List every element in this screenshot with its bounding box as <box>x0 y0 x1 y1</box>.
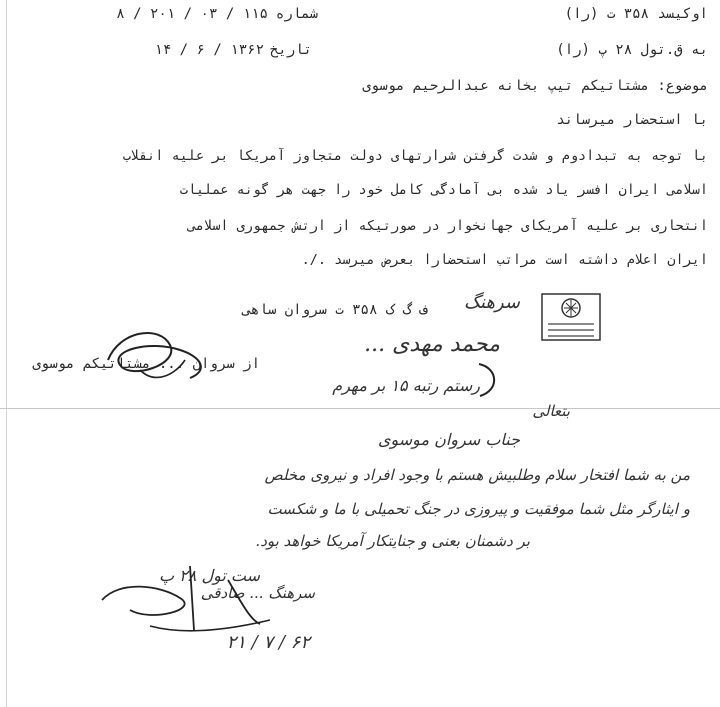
number-value: ۱۱۵ / ۰۳ / ۲۰۱ / ۸ <box>116 6 268 22</box>
date-label: تاریخ <box>269 42 312 58</box>
body-line: با توجه به تبدادوم و شدت گرفتن شرارتهای دولت متجاوز آمریکا بر علیه انقلاب <box>122 148 708 164</box>
body-line: انتحاری بر علیه آمریکای جهانخوار در صورتیکه از ارتش جمهوری اسلامی <box>187 218 708 234</box>
reply-salutation: جناب سروان موسوی <box>377 430 520 449</box>
bracket-mark <box>474 360 504 400</box>
from-signature-line: ف گ ک ۳۵۸ ت سروان ساهی <box>242 302 428 318</box>
reply-signature-unit: ست تول ۲۸ پ <box>159 566 260 585</box>
number-label: شماره <box>275 6 318 22</box>
signature-scribble <box>100 320 220 390</box>
body-line: اسلامی ایران افسر یاد شده بی آمادگی کامل خود را جهت هر گونه عملیات <box>179 182 708 198</box>
reply-date: ۶۲ / ۷ / ۲۱ <box>226 632 310 653</box>
reply-signature-scribble <box>90 560 290 640</box>
section-divider <box>0 408 720 409</box>
reply-body-line: و ایثارگر مثل شما موفقیت و پیروزی در جنگ تحمیلی با ما و شکست <box>267 500 690 518</box>
to-line: از سروان ... مشتاتیکم موسوی <box>32 356 260 372</box>
date-value: ۱۳۶۲ / ۶ / ۱۴ <box>154 42 264 58</box>
subject-line: موضوع: مشتاتیکم تیپ بخانه عبدالرحیم موسوی <box>362 78 708 94</box>
scan-edge-line <box>6 0 7 707</box>
copy-line: به ق.تول ۲۸ پ (را) <box>556 42 708 58</box>
reply-body-line: بر دشمنان بعنی و جنایتکار آمریکا خواهد بود. <box>255 532 530 550</box>
reply-body-line: من به شما افتخار سلام وطلبیش هستم با وجود افراد و نیروی مخلص <box>264 466 690 484</box>
handwritten-signature: محمد مهدی ... <box>364 332 500 357</box>
body-line: ایران اعلام داشته است مراتب استحضارا بعرض میرسد ./. <box>301 252 708 268</box>
handwritten-note: رستم رتبه ۱۵ بر مهرم <box>332 376 480 395</box>
greeting-line: با استحضار میرساند <box>556 112 708 128</box>
classification-line: اوکیسد ۳۵۸ ت (را) <box>564 6 708 22</box>
emblem-stamp-icon <box>540 292 602 342</box>
handwritten-title: سرهنگ <box>463 292 520 313</box>
reply-signature-name: سرهنگ ... صادقی <box>200 584 315 602</box>
reply-heading: بتعالی <box>532 402 570 420</box>
